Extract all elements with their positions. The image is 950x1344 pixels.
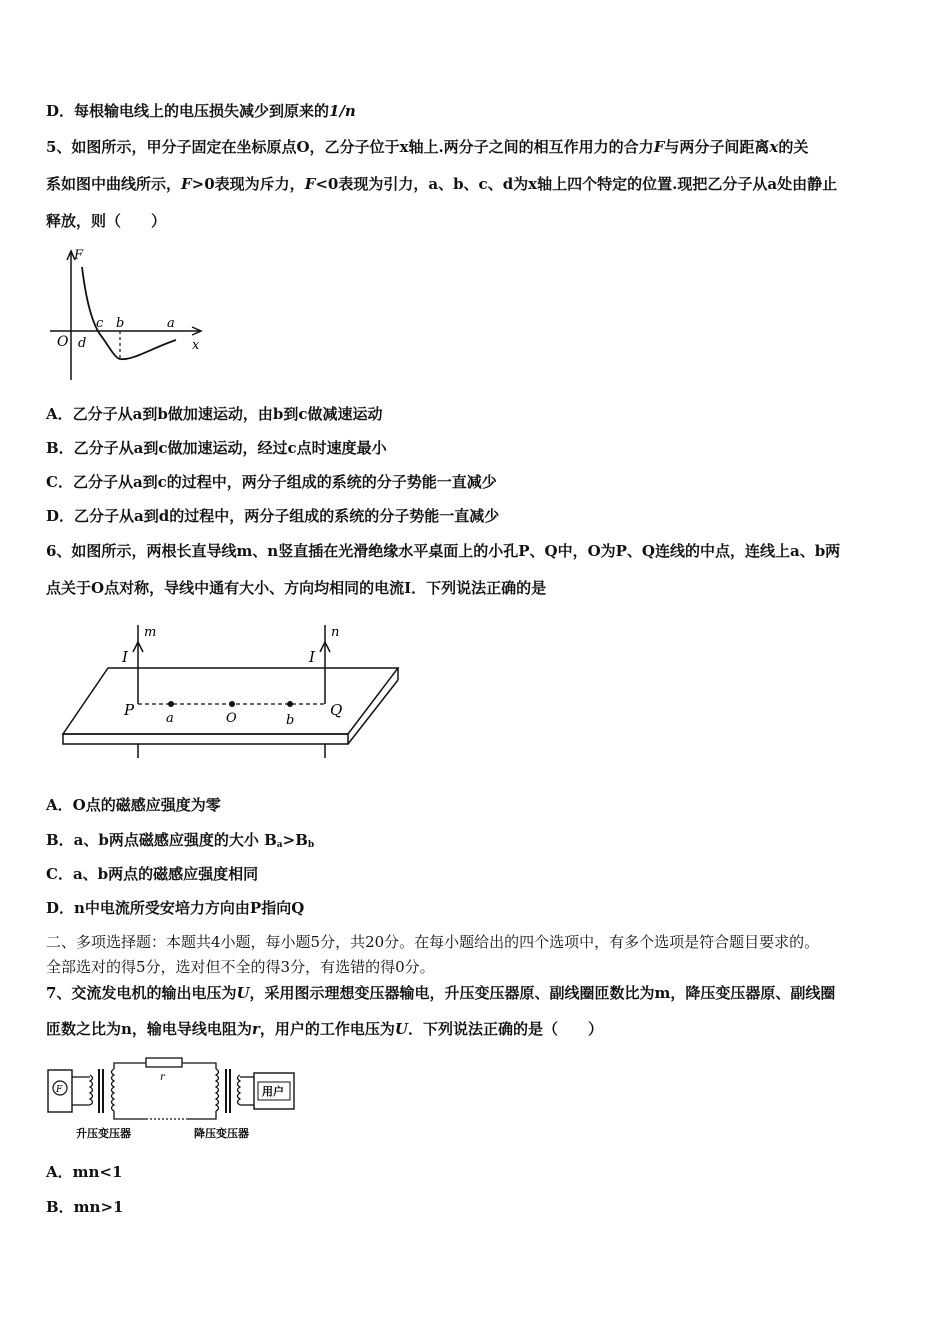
q4-option-d: [46, 101, 908, 121]
q7-stem-line-2: [46, 1019, 908, 1039]
graph-label-c: c: [96, 316, 104, 331]
q5-option-a: A．乙分子从a到b做加速运动，由b到c做减速运动: [46, 405, 383, 423]
graph-label-a: a: [167, 316, 175, 331]
q5-stem-text: 的关: [778, 138, 809, 156]
q6-option-d: D．n中电流所受安培力方向由P指向Q: [46, 899, 305, 917]
q4-option-d-value: 1/n: [329, 102, 356, 120]
label-i-n: I: [309, 648, 315, 666]
section2-line-1: 二、多项选择题：本题共4小题，每小题5分，共20分。在每小题给出的四个选项中，有多个选项是符合题目要求的。: [46, 933, 820, 951]
q6-option-b-sub-b: b: [307, 840, 315, 850]
q5-stem-line-1: [46, 137, 908, 157]
q7-stem-text: ，用户的工作电压为: [259, 1020, 395, 1038]
step-up-secondary-coil: [112, 1069, 115, 1111]
label-b: b: [286, 713, 295, 728]
graph-label-b: b: [116, 316, 125, 331]
q7-stem-r: r: [251, 1020, 260, 1038]
label-a: a: [166, 711, 174, 726]
q5-stem-f: F: [653, 138, 665, 156]
graph-label-x: x: [192, 338, 200, 353]
graph-label-d: d: [78, 336, 87, 351]
q5-stem-text: 与两分子间距离: [664, 138, 770, 156]
step-up-primary-coil: [90, 1075, 93, 1105]
q6-option-b-text: B．a、b两点磁感应强度的大小 B: [46, 831, 277, 849]
label-q: Q: [330, 701, 343, 719]
q6-table-figure: [58, 620, 408, 770]
q7-stem-u: U: [236, 984, 250, 1002]
table-side: [348, 680, 398, 744]
q5-option-b: B．乙分子从a到c做加速运动，经过c点时速度最小: [46, 439, 387, 457]
q6-option-b-sub-a: a: [276, 840, 283, 850]
q6-option-a: A．O点的磁感应强度为零: [46, 796, 221, 814]
q7-stem-text: 匝数之比为n，输电导线电阻为: [46, 1020, 252, 1038]
label-p: P: [124, 701, 135, 719]
q6-option-b-gt: >B: [282, 831, 308, 849]
label-o: O: [226, 711, 237, 726]
q5-option-d: D．乙分子从a到d的过程中，两分子组成的系统的分子势能一直减少: [46, 507, 500, 525]
step-down-caption: 降压变压器: [194, 1127, 249, 1140]
q6-stem-line-1: 6、如图所示，两根长直导线m、n竖直插在光滑绝缘水平桌面上的小孔P、Q中，O为P、Q连线的中点，连线上a、b两: [46, 542, 841, 560]
step-down-secondary-coil: [238, 1075, 241, 1105]
point-o-dot: [229, 701, 235, 707]
line-resistor: [146, 1058, 182, 1067]
q7-stem-text: ．下列说法正确的是（ ）: [407, 1020, 603, 1038]
resistor-label: r: [160, 1072, 165, 1083]
transmission-line-top: [114, 1063, 146, 1069]
user-label: 用户: [262, 1085, 284, 1098]
q5-stem-line-3: 释放，则（ ）: [46, 212, 167, 230]
transmission-line-bottom: [114, 1111, 146, 1119]
q5-stem-text: <0表现为引力，a、b、c、d为x轴上四个特定的位置.现把乙分子从a处由静止: [315, 175, 838, 193]
point-b-dot: [287, 701, 293, 707]
q5-stem-text: 系如图中曲线所示，: [46, 175, 182, 193]
q5-stem-f: F: [181, 175, 192, 193]
label-n: n: [331, 625, 340, 640]
graph-label-f: F: [74, 248, 84, 263]
q7-option-b: B．mn>1: [46, 1198, 124, 1216]
label-i-m: I: [122, 648, 128, 666]
label-m: m: [144, 625, 157, 640]
q5-stem-line-2: [46, 174, 908, 194]
q7-circuit-figure: [46, 1055, 306, 1140]
q5-stem-text: 5、如图所示，甲分子固定在坐标原点O，乙分子位于x轴上.两分子之间的相互作用力的合力: [46, 138, 654, 156]
step-down-primary-coil: [216, 1069, 219, 1111]
q6-stem-line-2: 点关于O点对称，导线中通有大小、方向均相同的电流I．下列说法正确的是: [46, 579, 547, 597]
transmission-line-top: [182, 1063, 216, 1069]
q5-force-graph: [50, 245, 210, 385]
table-front: [63, 734, 348, 744]
transmission-line-bottom: [186, 1111, 216, 1119]
q7-option-a: A．mn<1: [46, 1163, 123, 1181]
q5-option-c: C．乙分子从a到c的过程中，两分子组成的系统的分子势能一直减少: [46, 473, 497, 491]
step-up-caption: 升压变压器: [76, 1127, 131, 1140]
q6-option-c: C．a、b两点的磁感应强度相同: [46, 865, 259, 883]
q7-stem-line-1: [46, 983, 908, 1003]
q7-stem-text: 7、交流发电机的输出电压为: [46, 984, 237, 1002]
q5-stem-x: x: [769, 138, 779, 156]
q4-option-d-text: D．每根输电线上的电压损失减少到原来的: [46, 102, 330, 120]
generator-label: F: [56, 1085, 63, 1095]
q7-stem-text: ，采用图示理想变压器输电，升压变压器原、副线圈匝数比为m，降压变压器原、副线圈: [249, 984, 836, 1002]
q7-stem-u: U: [394, 1020, 408, 1038]
section2-line-2: 全部选对的得5分，选对但不全的得3分，有选错的得0分。: [46, 958, 435, 976]
q6-option-b: [46, 830, 908, 855]
q5-stem-text: >0表现为斥力，: [191, 175, 305, 193]
graph-label-o: O: [57, 334, 69, 350]
q5-stem-f: F: [304, 175, 316, 193]
point-a-dot: [168, 701, 174, 707]
force-curve: [82, 267, 176, 359]
